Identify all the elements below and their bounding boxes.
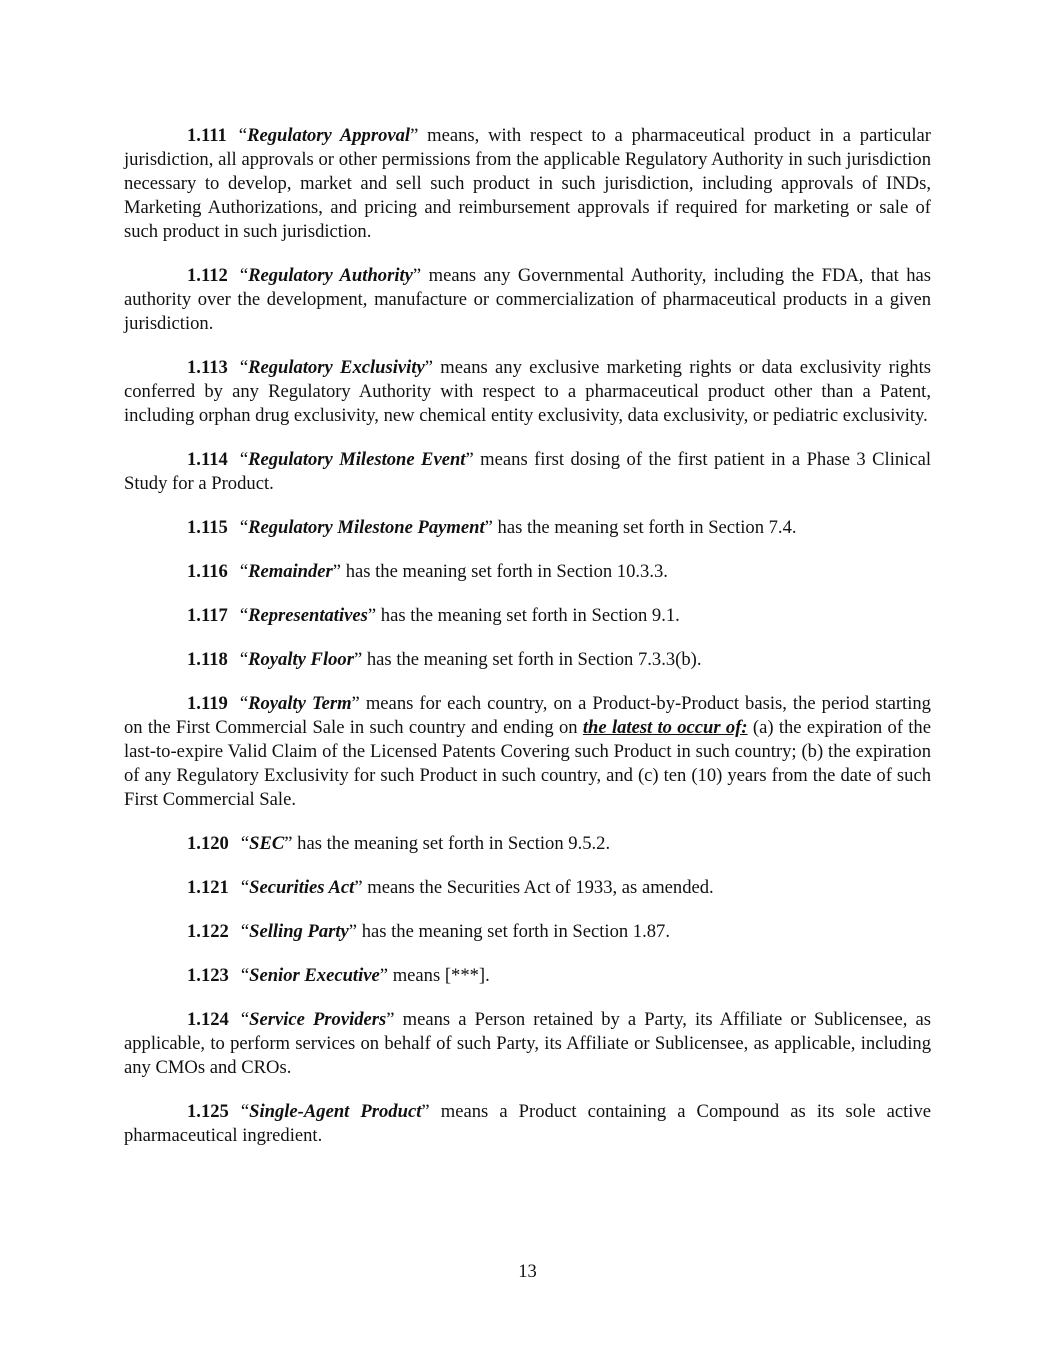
definition-text: has the meaning set forth in Section 9.1. bbox=[376, 605, 680, 626]
definition-text: has the meaning set forth in Section 1.87. bbox=[357, 921, 670, 942]
section-number: 1.115 bbox=[187, 517, 228, 538]
section-number: 1.112 bbox=[187, 265, 228, 286]
defined-term: Service Providers bbox=[249, 1009, 387, 1030]
definition-1-114: 1.114 “Regulatory Milestone Event” means first dosing of the first patient in a Phase 3 Clinical Study for a Product. bbox=[124, 449, 932, 494]
definition-text: means the Securities Act of 1933, as amended. bbox=[362, 877, 714, 898]
defined-term: Regulatory Approval bbox=[247, 125, 411, 146]
emphasized-phrase: the latest to occur of: bbox=[582, 717, 748, 738]
page-number: 13 bbox=[518, 1261, 537, 1282]
defined-term: Regulatory Milestone Payment bbox=[248, 517, 485, 538]
section-number: 1.113 bbox=[187, 357, 228, 378]
defined-term: Regulatory Milestone Event bbox=[248, 449, 466, 470]
section-number: 1.116 bbox=[187, 561, 228, 582]
section-number: 1.119 bbox=[187, 693, 228, 714]
defined-term: Senior Executive bbox=[249, 965, 380, 986]
definition-text: has the meaning set forth in Section 10.3.3. bbox=[341, 561, 668, 582]
definition-text: has the meaning set forth in Section 9.5.2. bbox=[292, 833, 611, 854]
section-number: 1.124 bbox=[187, 1009, 229, 1030]
section-number: 1.121 bbox=[187, 877, 229, 898]
definition-1-117: 1.117 “Representatives” has the meaning set forth in Section 9.1. bbox=[187, 605, 680, 626]
definition-1-122: 1.122 “Selling Party” has the meaning set forth in Section 1.87. bbox=[187, 921, 670, 942]
definition-text: means a Person retained by a Party, its Affiliate or Sublicensee, as applicable, to perform services on behalf of such Party, its Affiliate or Sublicensee, as applicable, including any CMOs and CROs. bbox=[124, 1009, 932, 1078]
definition-1-121: 1.121 “Securities Act” means the Securities Act of 1933, as amended. bbox=[187, 877, 714, 898]
section-number: 1.123 bbox=[187, 965, 229, 986]
definition-1-115: 1.115 “Regulatory Milestone Payment” has the meaning set forth in Section 7.4. bbox=[187, 517, 797, 538]
definition-1-124: 1.124 “Service Providers” means a Person retained by a Party, its Affiliate or Sublicensee, as applicable, to perform services on behalf of such Party, its Affiliate or Sublicensee, as applicable, including any CMOs and CROs. bbox=[124, 1009, 932, 1078]
definition-1-116: 1.116 “Remainder” has the meaning set forth in Section 10.3.3. bbox=[187, 561, 668, 582]
section-number: 1.117 bbox=[187, 605, 228, 626]
definition-1-120: 1.120 “SEC” has the meaning set forth in Section 9.5.2. bbox=[187, 833, 611, 854]
defined-term: SEC bbox=[249, 833, 285, 854]
definition-1-112: 1.112 “Regulatory Authority” means any Governmental Authority, including the FDA, that has authority over the development, manufacture or commercialization of pharmaceutical products in a given jurisdiction. bbox=[124, 265, 931, 334]
definition-text: means any exclusive marketing rights or data exclusivity rights conferred by any Regulatory Authority with respect to a pharmaceutical product other than a Patent, including orphan drug exclusivity, new chemical entity exclusivity, data exclusivity, or pediatric exclusivity. bbox=[124, 357, 931, 426]
document-body bbox=[124, 124, 931, 1168]
defined-term: Representatives bbox=[248, 605, 368, 626]
definition-text: means any Governmental Authority, including the FDA, that has authority over the development, manufacture or commercialization of pharmaceutical products in a given jurisdiction. bbox=[124, 265, 931, 334]
definition-text: means a Product containing a Compound as its sole active pharmaceutical ingredient. bbox=[124, 1101, 931, 1146]
section-number: 1.120 bbox=[187, 833, 229, 854]
section-number: 1.118 bbox=[187, 649, 228, 670]
section-number: 1.125 bbox=[187, 1101, 229, 1122]
definition-text: means [***]. bbox=[388, 965, 490, 986]
defined-term: Single-Agent Product bbox=[249, 1101, 422, 1122]
definition-text: means, with respect to a pharmaceutical product in a particular jurisdiction, all approvals or other permissions from the applicable Regulatory Authority in such jurisdiction necessary to develop, market and sell such product in such jurisdiction, including approvals of INDs, Marketing Authorizations, and pricing and reimbursement approvals if required for marketing or sale of such product in such jurisdiction. bbox=[124, 125, 931, 242]
definition-text: means first dosing of the first patient in a Phase 3 Clinical Study for a Product. bbox=[124, 449, 932, 494]
defined-term: Remainder bbox=[248, 561, 333, 582]
definition-1-119: 1.119 “Royalty Term” means for each country, on a Product-by-Product basis, the period starting on the First Commercial Sale in such country and ending on the latest to occur of: (a) the expiration of the last-to-expire Valid Claim of the Licensed Patents Covering such Product in such country; (b) the expiration of any Regulatory Exclusivity for such Product in such country, and (c) ten (10) years from the date of such First Commercial Sale. bbox=[124, 693, 931, 810]
defined-term: Regulatory Exclusivity bbox=[248, 357, 425, 378]
definition-1-111: 1.111 “Regulatory Approval” means, with respect to a pharmaceutical product in a particular jurisdiction, all approvals or other permissions from the applicable Regulatory Authority in such jurisdiction necessary to develop, market and sell such product in such jurisdiction, including approvals of INDs, Marketing Authorizations, and pricing and reimbursement approvals if required for marketing or sale of such product in such jurisdiction. bbox=[124, 125, 931, 242]
definition-text-continued: (a) the expiration of the last-to-expire Valid Claim of the Licensed Patents Covering such Product in such country; (b) the expiration of any Regulatory Exclusivity for such Product in such country, and (c) ten (10) years from the date of such First Commercial Sale. bbox=[124, 717, 931, 810]
definition-1-113: 1.113 “Regulatory Exclusivity” means any exclusive marketing rights or data exclusivity rights conferred by any Regulatory Authority with respect to a pharmaceutical product other than a Patent, including orphan drug exclusivity, new chemical entity exclusivity, data exclusivity, or pediatric exclusivity. bbox=[124, 357, 931, 426]
section-number: 1.122 bbox=[187, 921, 229, 942]
defined-term: Regulatory Authority bbox=[248, 265, 413, 286]
definition-1-123: 1.123 “Senior Executive” means [***]. bbox=[187, 965, 490, 986]
defined-term: Selling Party bbox=[249, 921, 349, 942]
defined-term: Royalty Term bbox=[248, 693, 352, 714]
defined-term: Securities Act bbox=[249, 877, 355, 898]
definition-text: has the meaning set forth in Section 7.3.3(b). bbox=[362, 649, 702, 670]
definition-text: means for each country, on a Product-by-Product basis, the period starting on the First Commercial Sale in such country and ending on bbox=[124, 693, 931, 738]
definition-1-125: 1.125 “Single-Agent Product” means a Product containing a Compound as its sole active pharmaceutical ingredient. bbox=[124, 1101, 931, 1146]
definition-1-118: 1.118 “Royalty Floor” has the meaning set forth in Section 7.3.3(b). bbox=[187, 649, 702, 670]
section-number: 1.111 bbox=[187, 125, 227, 146]
defined-term: Royalty Floor bbox=[248, 649, 354, 670]
section-number: 1.114 bbox=[187, 449, 228, 470]
definition-text: has the meaning set forth in Section 7.4. bbox=[492, 517, 797, 538]
